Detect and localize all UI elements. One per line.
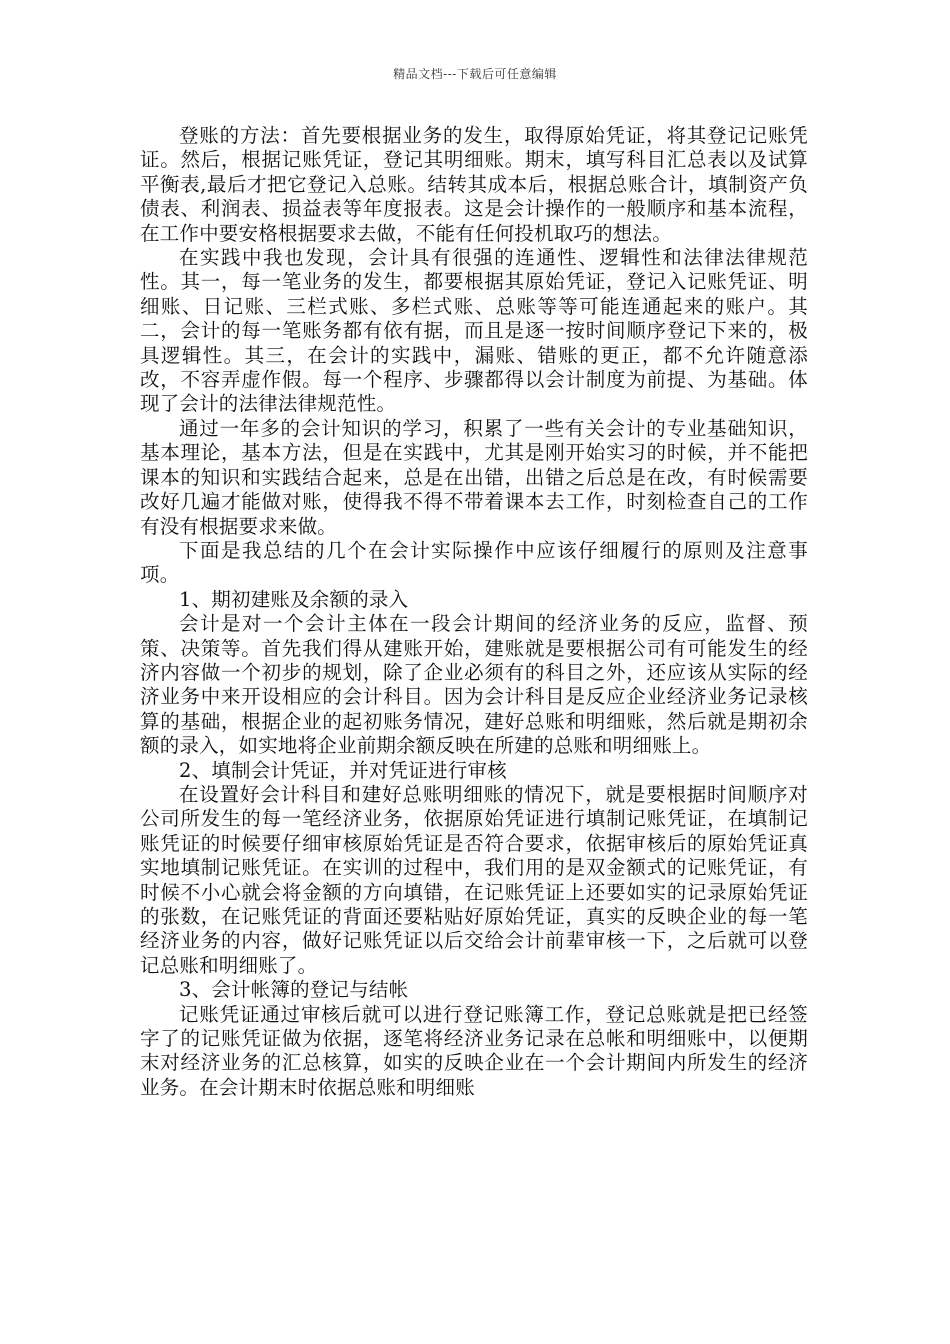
section-heading-1: 1、期初建账及余额的录入: [179, 587, 409, 611]
section-heading-2: 2、填制会计凭证，并对凭证进行审核: [179, 758, 507, 782]
paragraph-section-1: 会计是对一个会计主体在一段会计期间的经济业务的反应，监督、预策、决策等。首先我们得从建账开始，建账就是要根据公司有可能发生的经济内容做一个初步的规划，除了企业必须有的科目之外，还应该从实际的经济业务中来开设相应的会计科目。因为会计科目是反应企业经济业务记录核算的基础，根据企业的起初账务情况，建好总账和明细账，然后就是期初余额的录入，如实地将企业前期余额反映在所建的总账和明细账上。: [140, 612, 808, 758]
section-heading-3: 3、会计帐簿的登记与结帐: [179, 978, 409, 1002]
page-header: 精品文档---下载后可任意编辑: [393, 67, 557, 81]
paragraph-accounting-properties: 在实践中我也发现，会计具有很强的连通性、逻辑性和法律法律规范性。其一，每一笔业务的发生，都要根据其原始凭证，登记入记账凭证、明细账、日记账、三栏式账、多栏式账、总账等等可能连通起来的账户。其二，会计的每一笔账务都有依有据，而且是逐一按时间顺序登记下来的，极具逻辑性。其三，在会计的实践中，漏账、错账的更正，都不允许随意添改，不容弄虚作假。每一个程序、步骤都得以会计制度为前提、为基础。体现了会计的法律法律规范性。: [140, 246, 808, 416]
document-body: [140, 124, 808, 1100]
paragraph-section-3: 记账凭证通过审核后就可以进行登记账簿工作，登记总账就是把已经签字了的记账凭证做为依据，逐笔将经济业务记录在总帐和明细账中，以便期末对经济业务的汇总核算，如实的反映企业在一个会计期间内所发生的经济业务。在会计期末时依据总账和明细账: [140, 1002, 808, 1099]
paragraph-learning-experience: 通过一年多的会计知识的学习，积累了一些有关会计的专业基础知识，基本理论，基本方法，但是在实践中，尤其是刚开始实习的时候，并不能把课本的知识和实践结合起来，总是在出错，出错之后总是在改，有时候需要改好几遍才能做对账，使得我不得不带着课本去工作，时刻检查自己的工作有没有根据要求来做。: [140, 416, 808, 538]
paragraph-bookkeeping-method: 登账的方法：首先要根据业务的发生，取得原始凭证，将其登记记账凭证。然后，根据记账凭证，登记其明细账。期末，填写科目汇总表以及试算平衡表,最后才把它登记入总账。结转其成本后，根据总账合计，填制资产负债表、利润表、损益表等年度报表。这是会计操作的一般顺序和基本流程，在工作中要安格根据要求去做，不能有任何投机取巧的想法。: [140, 124, 808, 245]
paragraph-section-2: 在设置好会计科目和建好总账明细账的情况下，就是要根据时间顺序对公司所发生的每一笔经济业务，依据原始凭证进行填制记账凭证，在填制记账凭证的时候要仔细审核原始凭证是否符合要求，依据审核后的原始凭证真实地填制记账凭证。在实训的过程中，我们用的是双金额式的记账凭证，有时候不小心就会将金额的方向填错，在记账凭证上还要如实的记录原始凭证的张数，在记账凭证的背面还要粘贴好原始凭证，真实的反映企业的每一笔经济业务的内容，做好记账凭证以后交给会计前辈审核一下，之后就可以登记总账和明细账了。: [140, 782, 808, 977]
paragraph-principles-intro: 下面是我总结的几个在会计实际操作中应该仔细履行的原则及注意事项。: [140, 538, 808, 587]
